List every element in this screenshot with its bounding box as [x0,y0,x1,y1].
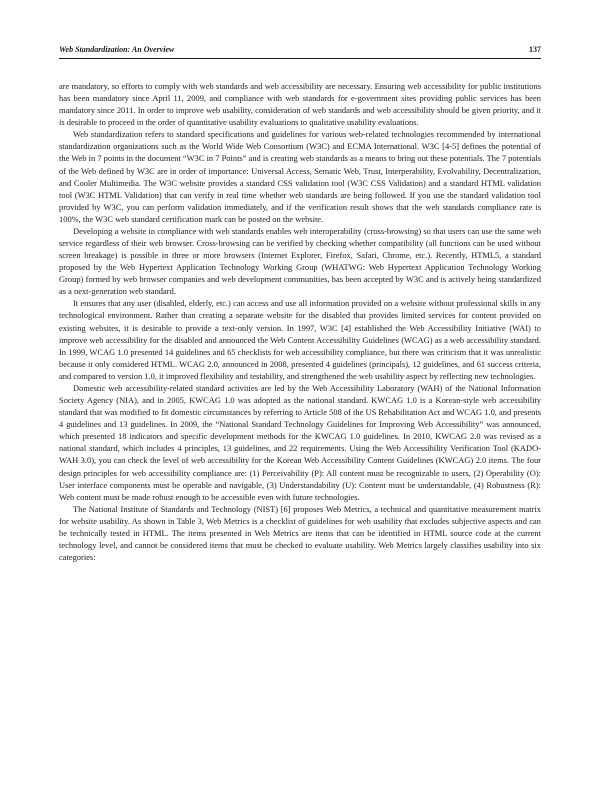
running-title: Web Standardization: An Overview [59,45,175,54]
paragraph-nist-web-metrics: The National Institute of Standards and Technology (NIST) [6] proposes Web Metrics, a technical and quantitative measurement matrix for website usability. As shown in Table 3, Web Metrics is a checklist of guidelines for web usability that excludes subjective aspects and can be technically tested in HTML. The items presented in Web Metrics are items that can be identified in HTML source code at the current technology level, and cannot be considered items that must be checked to evaluate usability. Web Metrics largely classifies usability into six categories: [59,503,541,563]
running-header [59,44,541,59]
paragraph-web-accessibility: It ensures that any user (disabled, elderly, etc.) can access and use all information provided on a website without professional skills in any technological environment. Rather than creating a separate website for the disabled that provides limited services for content provided on existing websites, it is desirable to provide a text-only version. In 1997, W3C [4] established the Web Accessibility Initiative (WAI) to improve web accessibility for the disabled and announced the Web Content Accessibility Guidelines (WCAG) as a web accessibility standard. In 1999, WCAG 1.0 presented 14 guidelines and 65 checklists for web accessibility compliance, but there was criticism that it was unrealistic because it only considered HTML. WCAG 2.0, announced in 2008, presented 4 guidelines (principals), 12 guidelines, and 61 success criteria, and compared to version 1.0, it improved flexibility and testability, and strengthened the web usability aspect by reflecting new technologies. [59,298,541,381]
paragraph-web-standardization: Web standardization refers to standard specifications and guidelines for various web-related technologies recommended by international standardization organizations such as the World Wide Web Consortium (W3C) and ECMA International. W3C [4-5] defines the potential of the Web in 7 points in the document “W3C in 7 Points” and is creating web standards as a means to bring out these potentials. The 7 potentials of the Web defined by W3C are in order of importance: Universal Access, Sematic Web, Trust, Interperability, Evolvability, Decentralization, and Cooler Multimedia. The W3C website provides a standard CSS validation tool (W3C CSS Validation) and a standard HTML validation tool (W3C HTML Validation) that can verify in real time whether web standards are being followed. If you use the standard validation tool provided by W3C, you can perform validation immediately, and if the verification result shows that the web standards compliance rate is 100%, the W3C web standard certification mark can be posted on the website. [59,129,541,224]
paragraph-kwcag: Domestic web accessibility-related standard activities are led by the Web Accessibility Laboratory (WAH) of the National Information Society Agency (NIA), and in 2005, KWCAG 1.0 was adopted as the national standard. KWCAG 1.0 is a Korean-style web accessibility standard that was modified to fit domestic circumstances by referring to Article 508 of the US Rehabilitation Act and WCAG 1.0, and presents 4 guidelines and 13 guidelines. In 2009, the “National Standard Technology Guidelines for Improving Web Accessibility” was announced, which presented 18 indicators and specific development methods for the KWCAG 1.0 guidelines. In 2010, KWCAG 2.0 was revised as a national standard, which includes 4 principles, 13 guidelines, and 22 requirements. Using the Web Accessibility Verification Tool (KADO-WAH 3.0), you can check the level of web accessibility for the Korean Web Accessibility Content Guidelines (KWCAG) 2.0 items. The four design principles for web accessibility compliance are: (1) Perceivability (P): All content must be recognizable to users, (2) Operability (O): User interface components must be operable and navigable, (3) Understandability (U): Content must be understandable, (4) Robustness (R): Web content must be made robust enough to be accessible even with future technologies. [59,382,541,502]
page-number: 137 [529,45,541,54]
paragraph-continuation: are mandatory, so efforts to comply with web standards and web accessibility are necessary. Ensuring web accessibility for public institutions has been mandatory since April 11, 2009, and compliance with web standards for e-government sites providing public services has been mandatory since 2011. In order to improve web usability, consideration of web standards and web accessibility should be given priority, and it is desirable to proceed in the order of quantitative usability evaluations to qualitative usability evaluations. [59,81,541,128]
body-text [59,80,541,563]
paragraph-cross-browsing: Developing a website in compliance with web standards enables web interoperability (cross-browsing) so that users can use the same web service regardless of their web browser. Cross-browsing can be verified by checking whether compatibility (all functions can be used without screen breakage) is possible in three or more browsers (Internet Explorer, Firefox, Safari, Chrome, etc.). Recently, HTML5, a standard proposed by the Web Hypertext Application Technology Working Group (WHATWG: Web Hypertext Application Technology Working Group) formed by web browser companies and web development communities, has been accepted by W3C and is actively being standardized as a next-generation web standard. [59,225,541,297]
